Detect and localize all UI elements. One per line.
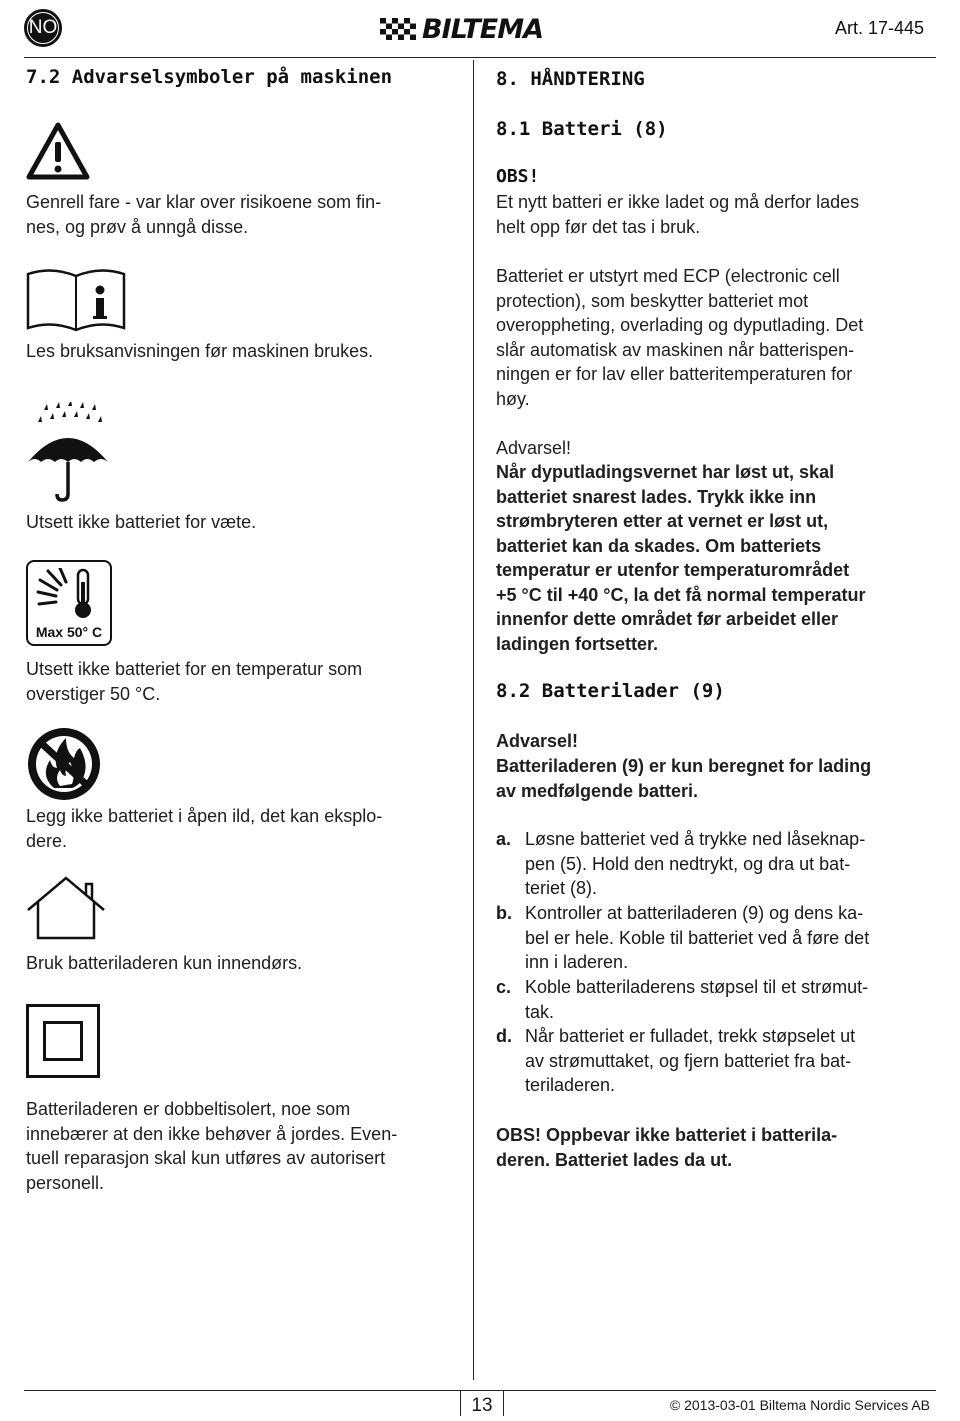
page-number: 13 bbox=[460, 1390, 504, 1416]
handling-heading: 8. HÅNDTERING bbox=[496, 68, 645, 90]
ecp-description-text: Batteriet er utstyrt med ECP (electronic cell protection), som beskytter batteriet mot overoppheting, overlading og dyputlading. Det slår automatisk av maskinen når batterispen- ningen er for lav eller batteritemperaturen for høy. bbox=[496, 266, 864, 409]
step-letter: d. bbox=[496, 1026, 512, 1046]
house-icon bbox=[24, 876, 108, 940]
step-letter: a. bbox=[496, 829, 512, 849]
step-text: Løsne batteriet ved å trykke ned låseknap- pen (5). Hold den nedtrykt, og dra ut bat- teriet (8). bbox=[525, 829, 866, 898]
sun-thermometer-icon bbox=[34, 568, 106, 620]
warning-symbols-heading: 7.2 Advarselsymboler på maskinen bbox=[26, 66, 393, 88]
charger-warning-text: Batteriladeren (9) er kun beregnet for lading av medfølgende batteri. bbox=[496, 756, 872, 801]
step-a bbox=[496, 827, 936, 901]
battery-heading: 8.1 Batteri (8) bbox=[496, 118, 668, 140]
warning-label-2: Advarsel! bbox=[496, 731, 579, 751]
warning-triangle-icon bbox=[26, 122, 90, 180]
checkered-flag-icon bbox=[380, 18, 416, 40]
manual-book-icon bbox=[26, 266, 126, 332]
symbol-general-danger-text: Genrell fare - var klar over risikoene som fin- nes, og prøv å unngå disse. bbox=[26, 192, 382, 237]
symbol-indoor-use-text: Bruk batteriladeren kun innendørs. bbox=[26, 953, 303, 973]
warning-label-1: Advarsel! bbox=[496, 438, 572, 458]
header-divider bbox=[24, 57, 936, 58]
step-text: Koble batteriladerens støpsel til et strømut- tak. bbox=[525, 977, 869, 1022]
step-letter: b. bbox=[496, 903, 512, 923]
double-insulation-icon bbox=[26, 1004, 100, 1078]
step-text: Når batteriet er fulladet, trekk støpselet ut av strømuttaket, og fjern batteriet fra bat- teriladeren. bbox=[525, 1026, 856, 1095]
symbol-no-moisture-text: Utsett ikke batteriet for væte. bbox=[26, 512, 257, 532]
max-temperature-label: Max 50° C bbox=[35, 624, 103, 640]
obs-label: OBS! bbox=[496, 166, 540, 187]
step-letter: c. bbox=[496, 977, 512, 997]
symbol-no-fire-text: Legg ikke batteriet i åpen ild, det kan eksplo- dere. bbox=[26, 806, 383, 851]
brand-name: BILTEMA bbox=[422, 13, 543, 45]
symbol-read-manual-text: Les bruksanvisningen før maskinen brukes. bbox=[26, 341, 374, 361]
step-b bbox=[496, 901, 936, 975]
obs-new-battery-text: Et nytt batteri er ikke ladet og må derfor lades helt opp før det tas i bruk. bbox=[496, 192, 860, 237]
charger-heading: 8.2 Batterilader (9) bbox=[496, 680, 725, 702]
copyright-text: © 2013-03-01 Biltema Nordic Services AB bbox=[669, 1397, 930, 1413]
symbol-double-insulation-text: Batteriladeren er dobbeltisolert, noe som innebærer at den ikke behøver å jordes. Even- tuell reparasjon skal kun utføres av autorisert personell. bbox=[26, 1099, 398, 1193]
deep-discharge-warning-text: Når dyputladingsvernet har løst ut, skal batteriet snarest lades. Trykk ikke inn strømbryteren etter at vernet er løst ut, batteriet kan da skades. Om batteriets temperatur er utenfor temperaturområdet +5 °C til +40 °C, la det få normal temperatur innenfor dette området før arbeidet eller ladingen fortsetter. bbox=[496, 462, 866, 654]
step-c bbox=[496, 975, 936, 1024]
symbol-max-temperature-text: Utsett ikke batteriet for en temperatur som overstiger 50 °C. bbox=[26, 659, 363, 704]
obs-storage-text: OBS! Oppbevar ikke batteriet i batterila- deren. Batteriet lades da ut. bbox=[496, 1125, 838, 1170]
language-badge bbox=[24, 9, 62, 47]
step-text: Kontroller at batteriladeren (9) og dens ka- bel er hele. Koble til batteriet ved å føre det inn i laderen. bbox=[525, 903, 870, 972]
no-fire-icon bbox=[24, 724, 104, 804]
inner-square bbox=[43, 1021, 83, 1061]
umbrella-rain-icon bbox=[26, 402, 110, 502]
article-number: Art. 17-445 bbox=[834, 18, 924, 38]
max-temperature-icon bbox=[26, 560, 112, 646]
brand-logo bbox=[380, 14, 543, 44]
language-code: NO bbox=[27, 12, 59, 44]
column-divider bbox=[473, 60, 474, 1380]
step-d bbox=[496, 1024, 936, 1098]
